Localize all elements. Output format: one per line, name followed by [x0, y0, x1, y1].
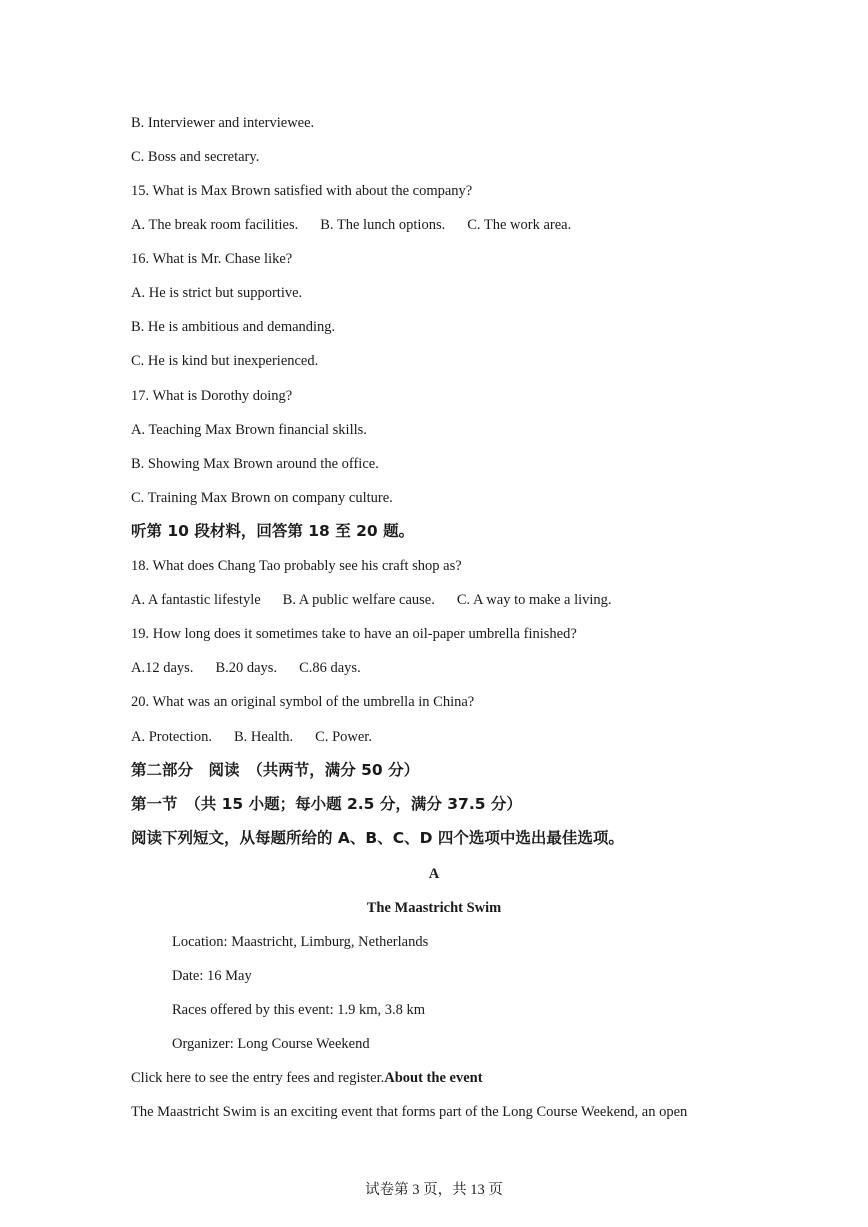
page-footer: 试卷第 3 页，共 13 页 [365, 1182, 503, 1198]
question-15: 15. What is Max Brown satisfied with about the company? [131, 183, 473, 199]
part2-heading: 第二部分 阅读 （共两节，满分 50 分） [131, 761, 420, 779]
q19-option-b: B.20 days. [215, 660, 278, 676]
q18-option-b: B. A public welfare cause. [282, 592, 435, 608]
event-intro: The Maastricht Swim is an exciting event that forms part of the Long Course Weekend, an open [131, 1104, 688, 1120]
passage-title: The Maastricht Swim [366, 900, 502, 916]
q15-options [131, 215, 571, 235]
q17-option-c: C. Training Max Brown on company culture. [131, 490, 393, 506]
q16-option-b: B. He is ambitious and demanding. [131, 319, 336, 335]
q18-option-c: C. A way to make a living. [456, 592, 612, 608]
q18-option-a: A. A fantastic lifestyle [131, 592, 261, 608]
q14-option-c: C. Boss and secretary. [131, 149, 260, 165]
part2-section1-heading: 第一节 （共 15 小题；每小题 2.5 分，满分 37.5 分） [131, 795, 522, 813]
q17-option-a: A. Teaching Max Brown financial skills. [131, 422, 367, 438]
q15-option-a: A. The break room facilities. [131, 217, 299, 233]
q20-option-a: A. Protection. [131, 729, 212, 745]
event-location: Location: Maastricht, Limburg, Netherlands [172, 934, 429, 950]
event-races: Races offered by this event: 1.9 km, 3.8 km [172, 1002, 426, 1018]
q19-options [131, 658, 361, 678]
q20-option-b: B. Health. [233, 729, 294, 745]
part2-instructions: 阅读下列短文，从每题所给的 A、B、C、D 四个选项中选出最佳选项。 [131, 829, 624, 847]
question-18: 18. What does Chang Tao probably see his craft shop as? [131, 558, 462, 574]
q16-option-c: C. He is kind but inexperienced. [131, 353, 319, 369]
q17-option-b: B. Showing Max Brown around the office. [131, 456, 379, 472]
q19-option-a: A.12 days. [131, 660, 194, 676]
q20-option-c: C. Power. [315, 729, 372, 745]
register-link-text: Click here to see the entry fees and register. [131, 1070, 385, 1086]
passage-letter: A [428, 866, 440, 882]
q15-option-c: C. The work area. [467, 217, 572, 233]
q15-option-b: B. The lunch options. [320, 217, 446, 233]
question-20: 20. What was an original symbol of the umbrella in China? [131, 694, 475, 710]
question-17: 17. What is Dorothy doing? [131, 388, 293, 404]
q18-options [131, 590, 612, 610]
section-heading-10: 听第 10 段材料，回答第 18 至 20 题。 [131, 522, 415, 540]
register-line [131, 1068, 483, 1088]
q14-option-b: B. Interviewer and interviewee. [131, 115, 315, 131]
about-event-heading: About the event [384, 1070, 483, 1086]
event-date: Date: 16 May [172, 968, 252, 984]
q16-option-a: A. He is strict but supportive. [131, 285, 303, 301]
question-19: 19. How long does it sometimes take to have an oil-paper umbrella finished? [131, 626, 577, 642]
event-organizer: Organizer: Long Course Weekend [172, 1036, 370, 1052]
q20-options [131, 727, 372, 747]
q19-option-c: C.86 days. [299, 660, 361, 676]
question-16: 16. What is Mr. Chase like? [131, 251, 293, 267]
